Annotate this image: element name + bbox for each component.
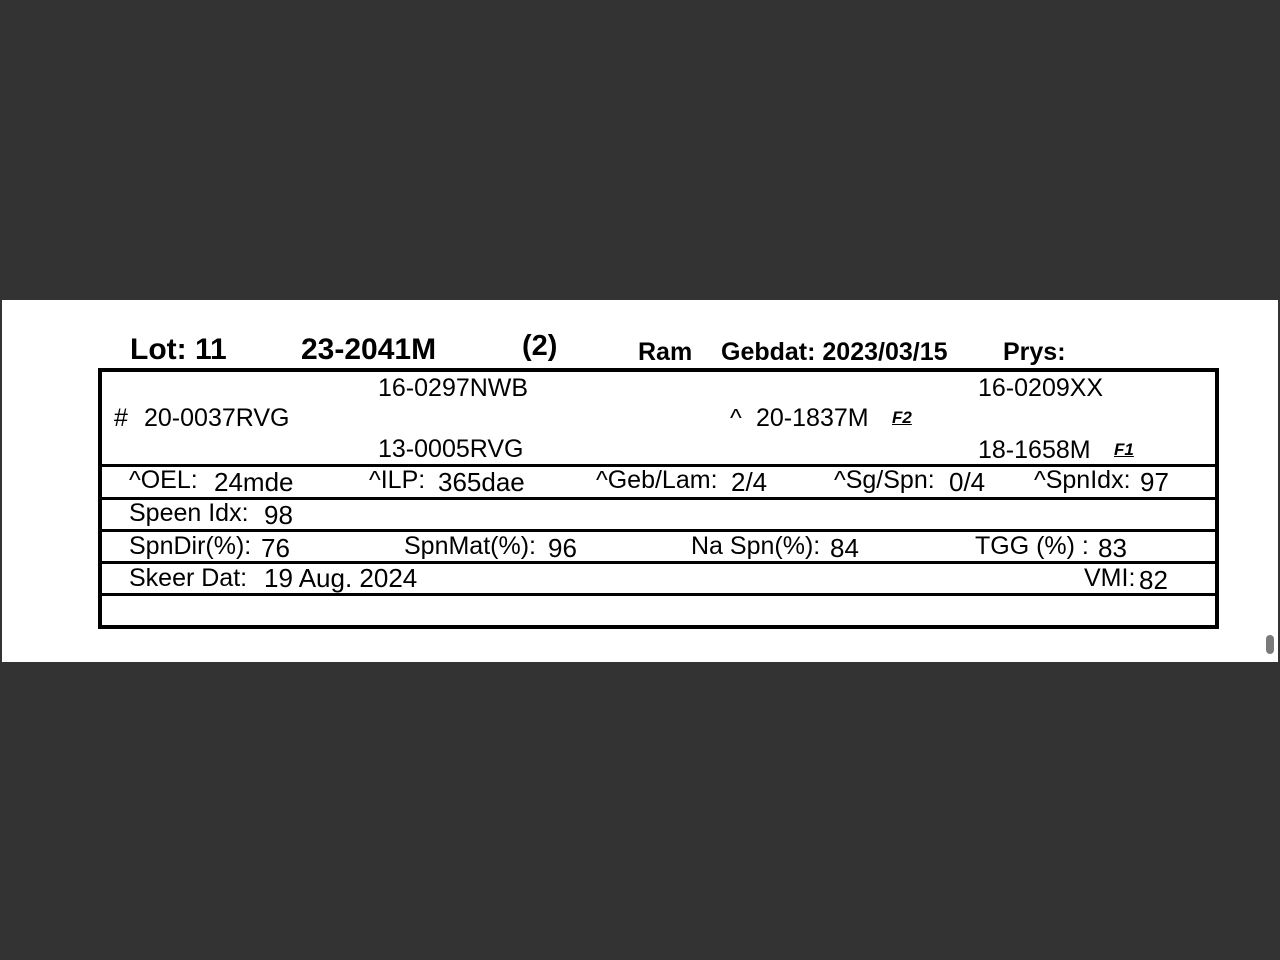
sire-sire-id: 16-0297NWB (378, 374, 529, 402)
animal-sex: Ram (638, 338, 693, 366)
lot-number: Lot: 11 (130, 333, 227, 366)
birth-date: Gebdat: 2023/03/15 (721, 338, 948, 366)
vmi-label: VMI: (1084, 564, 1136, 592)
ilp-value: 365dae (438, 467, 525, 497)
sire-marker: # (114, 404, 128, 432)
spn-mat-value: 96 (548, 533, 577, 563)
sg-spn-value: 0/4 (949, 467, 986, 497)
dam-dam-generation-badge: F1 (1114, 440, 1134, 459)
dam-id: 20-1837M (756, 404, 869, 432)
sire-id: 20-0037RVG (144, 404, 290, 432)
sire-dam-id: 13-0005RVG (378, 435, 524, 463)
oel-value: 24mde (214, 467, 294, 497)
animal-id: 23-2041M (301, 333, 437, 366)
tgg-value: 83 (1098, 533, 1127, 563)
sg-spn-label: ^Sg/Spn: (834, 466, 935, 494)
na-spn-value: 84 (830, 533, 859, 563)
vmi-value: 82 (1139, 565, 1168, 595)
dam-marker: ^ (730, 404, 742, 432)
row-divider (102, 593, 1215, 596)
skeer-date-label: Skeer Dat: (129, 564, 248, 592)
spn-mat-label: SpnMat(%): (404, 532, 536, 560)
speen-idx-label: Speen Idx: (129, 499, 249, 527)
vertical-scrollbar-thumb[interactable] (1266, 635, 1274, 654)
spn-idx-value: 97 (1140, 467, 1169, 497)
geb-lam-value: 2/4 (731, 467, 768, 497)
spn-idx-label: ^SpnIdx: (1034, 466, 1131, 494)
spn-dir-label: SpnDir(%): (129, 532, 252, 560)
price-label: Prys: (1003, 338, 1066, 366)
ilp-label: ^ILP: (369, 466, 426, 494)
tgg-label: TGG (%) : (975, 532, 1089, 560)
geb-lam-label: ^Geb/Lam: (596, 466, 718, 494)
dam-sire-id: 16-0209XX (978, 374, 1104, 402)
spn-dir-value: 76 (261, 533, 290, 563)
oel-label: ^OEL: (129, 466, 198, 494)
speen-idx-value: 98 (264, 500, 293, 530)
animal-count: (2) (522, 330, 558, 362)
dam-generation-badge: F2 (892, 408, 912, 427)
skeer-date-value: 19 Aug. 2024 (264, 563, 418, 593)
dam-dam-id: 18-1658M (978, 436, 1091, 464)
na-spn-label: Na Spn(%): (691, 532, 821, 560)
